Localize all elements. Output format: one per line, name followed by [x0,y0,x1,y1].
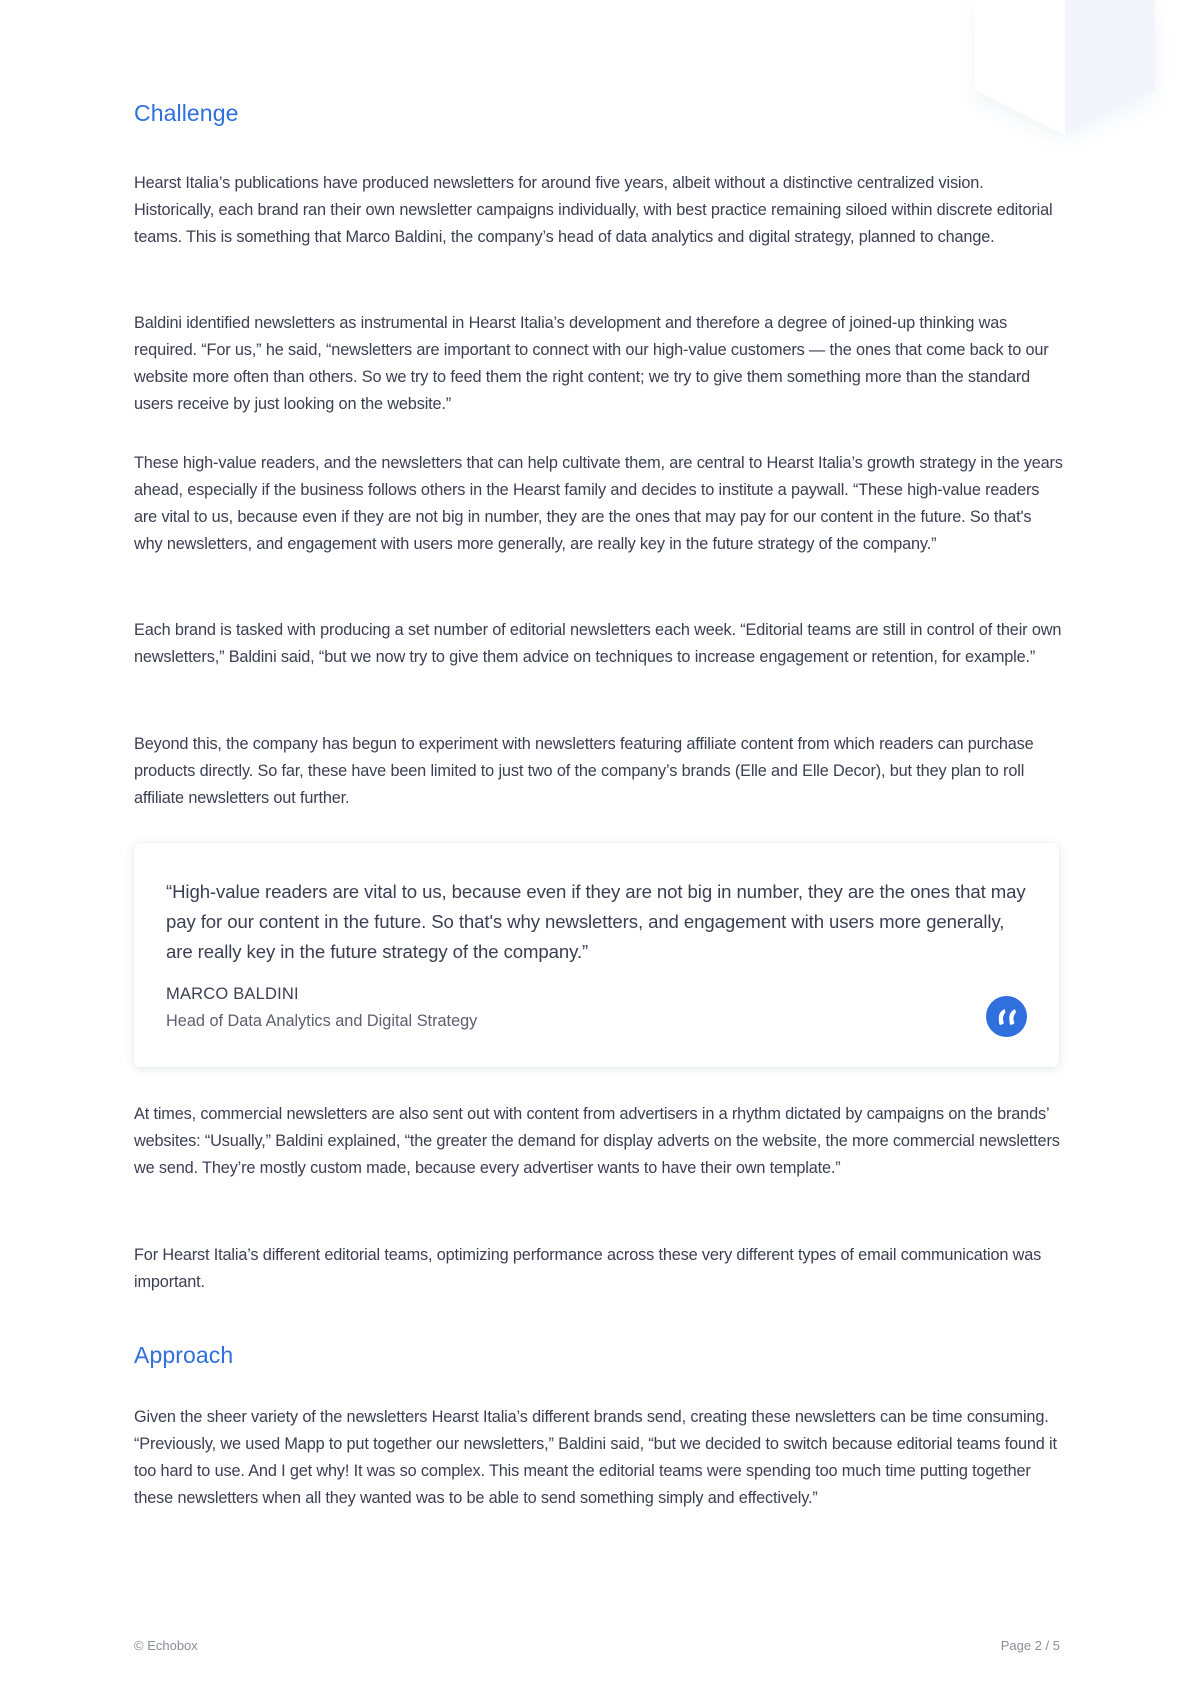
pull-quote-card [134,843,1059,1067]
section-heading-approach: Approach [134,1342,234,1368]
paragraph: For Hearst Italia’s different editorial teams, optimizing performance across these very different types of email communication was important. [134,1246,1042,1291]
quote-icon [986,996,1027,1037]
paragraph: Hearst Italia’s publications have produced newsletters for around five years, albeit without a distinctive centralized vision. Historically, each brand ran their own newsletter campaigns individually, with best practice remaining siloed within discrete editorial teams. This is something that Marco Baldini, the company’s head of data analytics and digital strategy, planned to change. [134,174,1053,246]
quote-text: “High-value readers are vital to us, because even if they are not big in number, they are the ones that may pay for our content in the future. So that's why newsletters, and engagement with users more generally, are really key in the future strategy of the company.” [166,881,1026,962]
quote-author-name: MARCO BALDINI [166,985,299,1003]
paragraph: These high-value readers, and the newsletters that can help cultivate them, are central to Hearst Italia’s growth strategy in the years ahead, especially if the business follows others in the Hearst family and decides to institute a paywall. “These high-value readers are vital to us, because even if they are not big in number, they are the ones that may pay for our content in the future. So that's why newsletters, and engagement with users more generally, are really key in the future strategy of the company.” [134,454,1063,553]
copyright-text: © Echobox [134,1638,198,1653]
paragraph: At times, commercial newsletters are also sent out with content from advertisers in a rhythm dictated by campaigns on the brands’ websites: “Usually,” Baldini explained, “the greater the demand for display adverts on the website, the more commercial newsletters we send. They’re mostly custom made, because every advertiser wants to have their own template.” [134,1105,1060,1177]
paragraph: Baldini identified newsletters as instrumental in Hearst Italia’s development and therefore a degree of joined-up thinking was required. “For us,” he said, “newsletters are important to connect with our high-value customers — the ones that come back to our website more often than others. So we try to feed them the right content; we try to give them something more than the standard users receive by just looking on the website.” [134,314,1049,413]
decorative-cube-graphic [940,0,1180,180]
quote-author-role: Head of Data Analytics and Digital Strategy [166,1012,478,1030]
paragraph: Beyond this, the company has begun to experiment with newsletters featuring affiliate content from which readers can purchase products directly. So far, these have been limited to just two of the company’s brands (Elle and Elle Decor), but they plan to roll affiliate newsletters out further. [134,735,1034,807]
page-indicator: Page 2 / 5 [1000,1638,1060,1653]
section-heading-challenge: Challenge [134,100,239,126]
paragraph: Given the sheer variety of the newsletters Hearst Italia’s different brands send, creating these newsletters can be time consuming. “Previously, we used Mapp to put together our newsletters,” Baldini said, “but we decided to switch because editorial teams found it too hard to use. And I get why! It was so complex. This meant the editorial teams were spending too much time putting together these newsletters when all they wanted was to be able to send something simply and effectively.” [134,1408,1057,1507]
quotation-mark-glyph [995,1007,1019,1027]
paragraph: Each brand is tasked with producing a set number of editorial newsletters each week. “Editorial teams are still in control of their own newsletters,” Baldini said, “but we now try to give them advice on techniques to increase engagement or retention, for example.” [134,621,1062,666]
